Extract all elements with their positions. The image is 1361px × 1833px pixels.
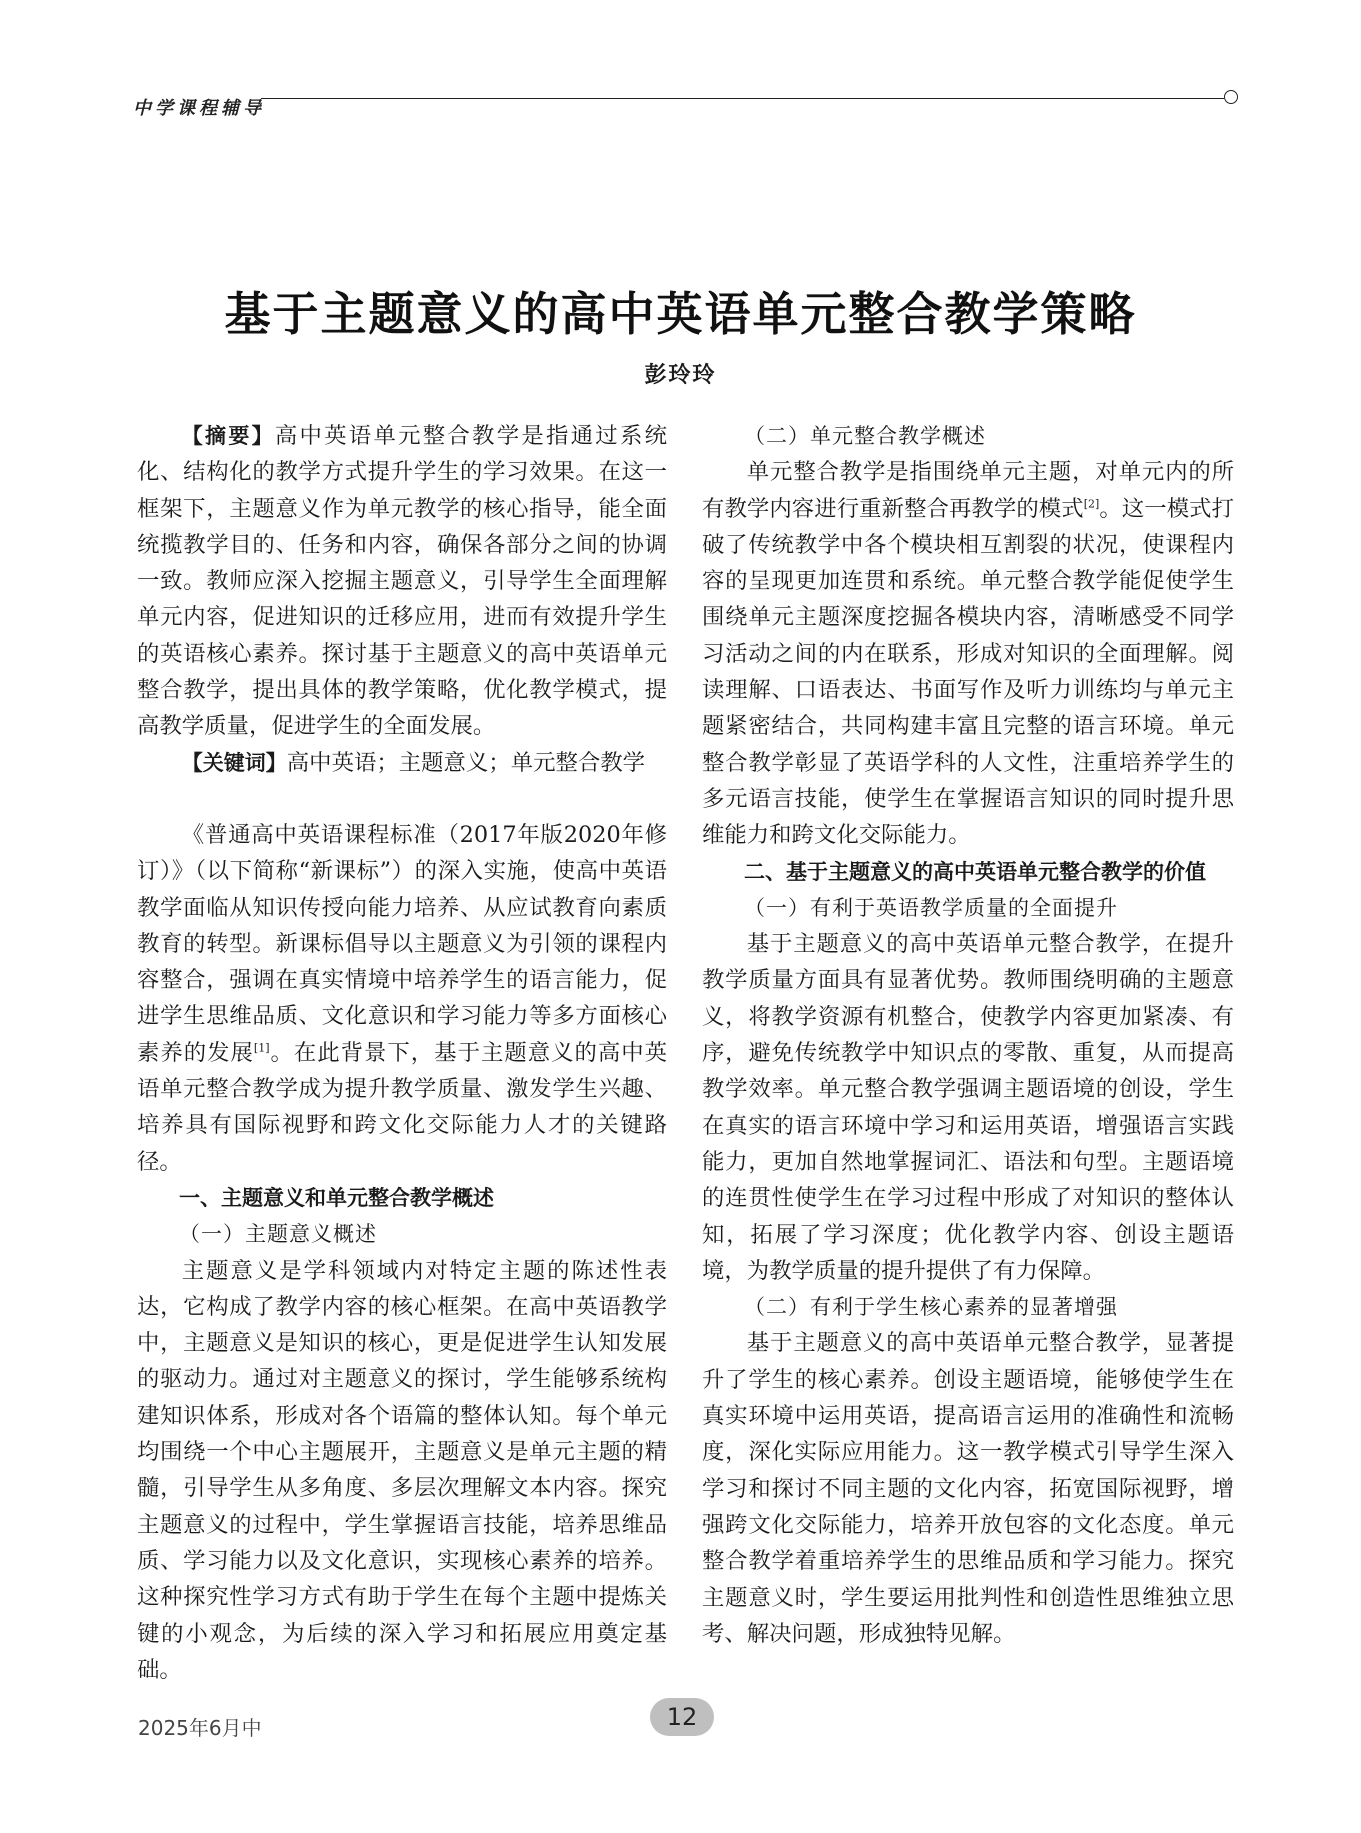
section-1-2-text-1: 单元整合教学是指围绕单元主题，对单元内的所有教学内容进行重新整合再教学的模式 [702,459,1234,522]
spacer [137,781,667,817]
article-title: 基于主题意义的高中英语单元整合教学策略 [224,287,1137,341]
running-header [133,88,1238,128]
article-author: 彭玲玲 [644,362,717,388]
citation-1: [1] [253,1041,270,1055]
section-2-heading: 二、基于主题意义的高中英语单元整合教学的价值 [744,859,1206,884]
section-1-heading: 一、主题意义和单元整合教学概述 [179,1185,494,1210]
abstract-label: 【摘要】 [181,424,275,448]
section-1-1-text: 主题意义是学科领域内对特定主题的陈述性表达，它构成了教学内容的核心框架。在高中英语教学中，主题意义是知识的核心，更是促进学生认知发展的驱动力。通过对主题意义的探讨，学生能够系统构建知识体系，形成对各个语篇的整体认知。每个单元均围绕一个中心主题展开，主题意义是单元主题的精髓，引导学生从多角度、多层次理解文本内容。探究主题意义的过程中，学生掌握语言技能，培养思维品质、学习能力以及文化意识，实现核心素养的培养。这种探究性学习方式有助于学生在每个主题中提炼关键的小观念，为后续的深入学习和拓展应用奠定基础。 [137,1257,667,1683]
intro-text-2: 。在此背景下，基于主题意义的高中英语单元整合教学成为提升教学质量、激发学生兴趣、培养具有国际视野和跨文化交际能力人才的关键路径。 [137,1039,668,1175]
intro-text-1: 《普通高中英语课程标准（2017年版2020年修订）》（以下简称“新课标”）的深入实施，使高中英语教学面临从知识传授向能力培养、从应试教育向素质教育的转型。新课标倡导以主题意义为引领的课程内容整合，强调在真实情境中培养学生的语言能力，促进学生思维品质、文化意识和学习能力等多方面核心素养的发展 [137,821,667,1066]
section-2-2-text: 基于主题意义的高中英语单元整合教学，显著提升了学生的核心素养。创设主题语境，能够使学生在真实环境中运用英语，提高语言运用的准确性和流畅度，深化实际应用能力。这一教学模式引导学生深入学习和探讨不同主题的文化内容，拓宽国际视野，增强跨文化交际能力，培养开放包容的文化态度。单元整合教学着重培养学生的思维品质和学习能力。探究主题意义时，学生要运用批判性和创造性思维独立思考、解决问题，形成独特见解。 [702,1330,1234,1647]
keywords [137,745,667,781]
section-1-1-heading: （一）主题意义概述 [179,1222,377,1247]
section-2-1-heading: （一）有利于英语教学质量的全面提升 [744,895,1118,920]
issue-date: 2025年6月中 [138,1716,262,1740]
header-circle-ornament [1224,90,1238,104]
keywords-text: 高中英语；主题意义；单元整合教学 [286,749,646,776]
header-rule [261,98,1224,99]
section-2-1-text: 基于主题意义的高中英语单元整合教学，在提升教学质量方面具有显著优势。教师围绕明确的主题意义，将教学资源有机整合，使教学内容更加紧凑、有序，避免传统教学中知识点的零散、重复，从而提高教学效率。单元整合教学强调主题语境的创设，学生在真实的语言环境中学习和运用英语，增强语言实践能力，更加自然地掌握词汇、语法和句型。主题语境的连贯性使学生在学习过程中形成了对知识的整体认知，拓展了学习深度；优化教学内容、创设主题语境，为教学质量的提升提供了有力保障。 [702,931,1234,1284]
keywords-label: 【关键词】 [181,750,287,775]
abstract [137,418,667,745]
intro-paragraph [137,817,667,1180]
citation-2: [2] [1083,497,1100,511]
page-number: 12 [650,1698,714,1736]
section-1-2-heading: （二）单元整合教学概述 [744,424,986,448]
left-column [137,418,667,1688]
right-column [702,418,1234,1652]
section-1-2-text-2: 。这一模式打破了传统教学中各个模块相互割裂的状况，使课程内容的呈现更加连贯和系统。单元整合教学能促使学生围绕单元主题深度挖掘各模块内容，清晰感受不同学习活动之间的内在联系，形成对知识的全面理解。阅读理解、口语表达、书面写作及听力训练均与单元主题紧密结合，共同构建丰富且完整的语言环境。单元整合教学彰显了英语学科的人文性，注重培养学生的多元语言技能，使学生在掌握语言知识的同时提升思维能力和跨文化交际能力。 [702,495,1235,849]
section-1-2-paragraph [702,454,1234,853]
journal-name: 中学课程辅导 [133,98,265,119]
section-2-2-heading: （二）有利于学生核心素养的显著增强 [744,1295,1118,1320]
abstract-text: 高中英语单元整合教学是指通过系统化、结构化的教学方式提升学生的学习效果。在这一框架下，主题意义作为单元教学的核心指导，能全面统揽教学目的、任务和内容，确保各部分之间的协调一致。教师应深入挖掘主题意义，引导学生全面理解单元内容，促进知识的迁移应用，进而有效提升学生的英语核心素养。探讨基于主题意义的高中英语单元整合教学，提出具体的教学策略，优化教学模式，提高教学质量，促进学生的全面发展。 [137,423,668,740]
